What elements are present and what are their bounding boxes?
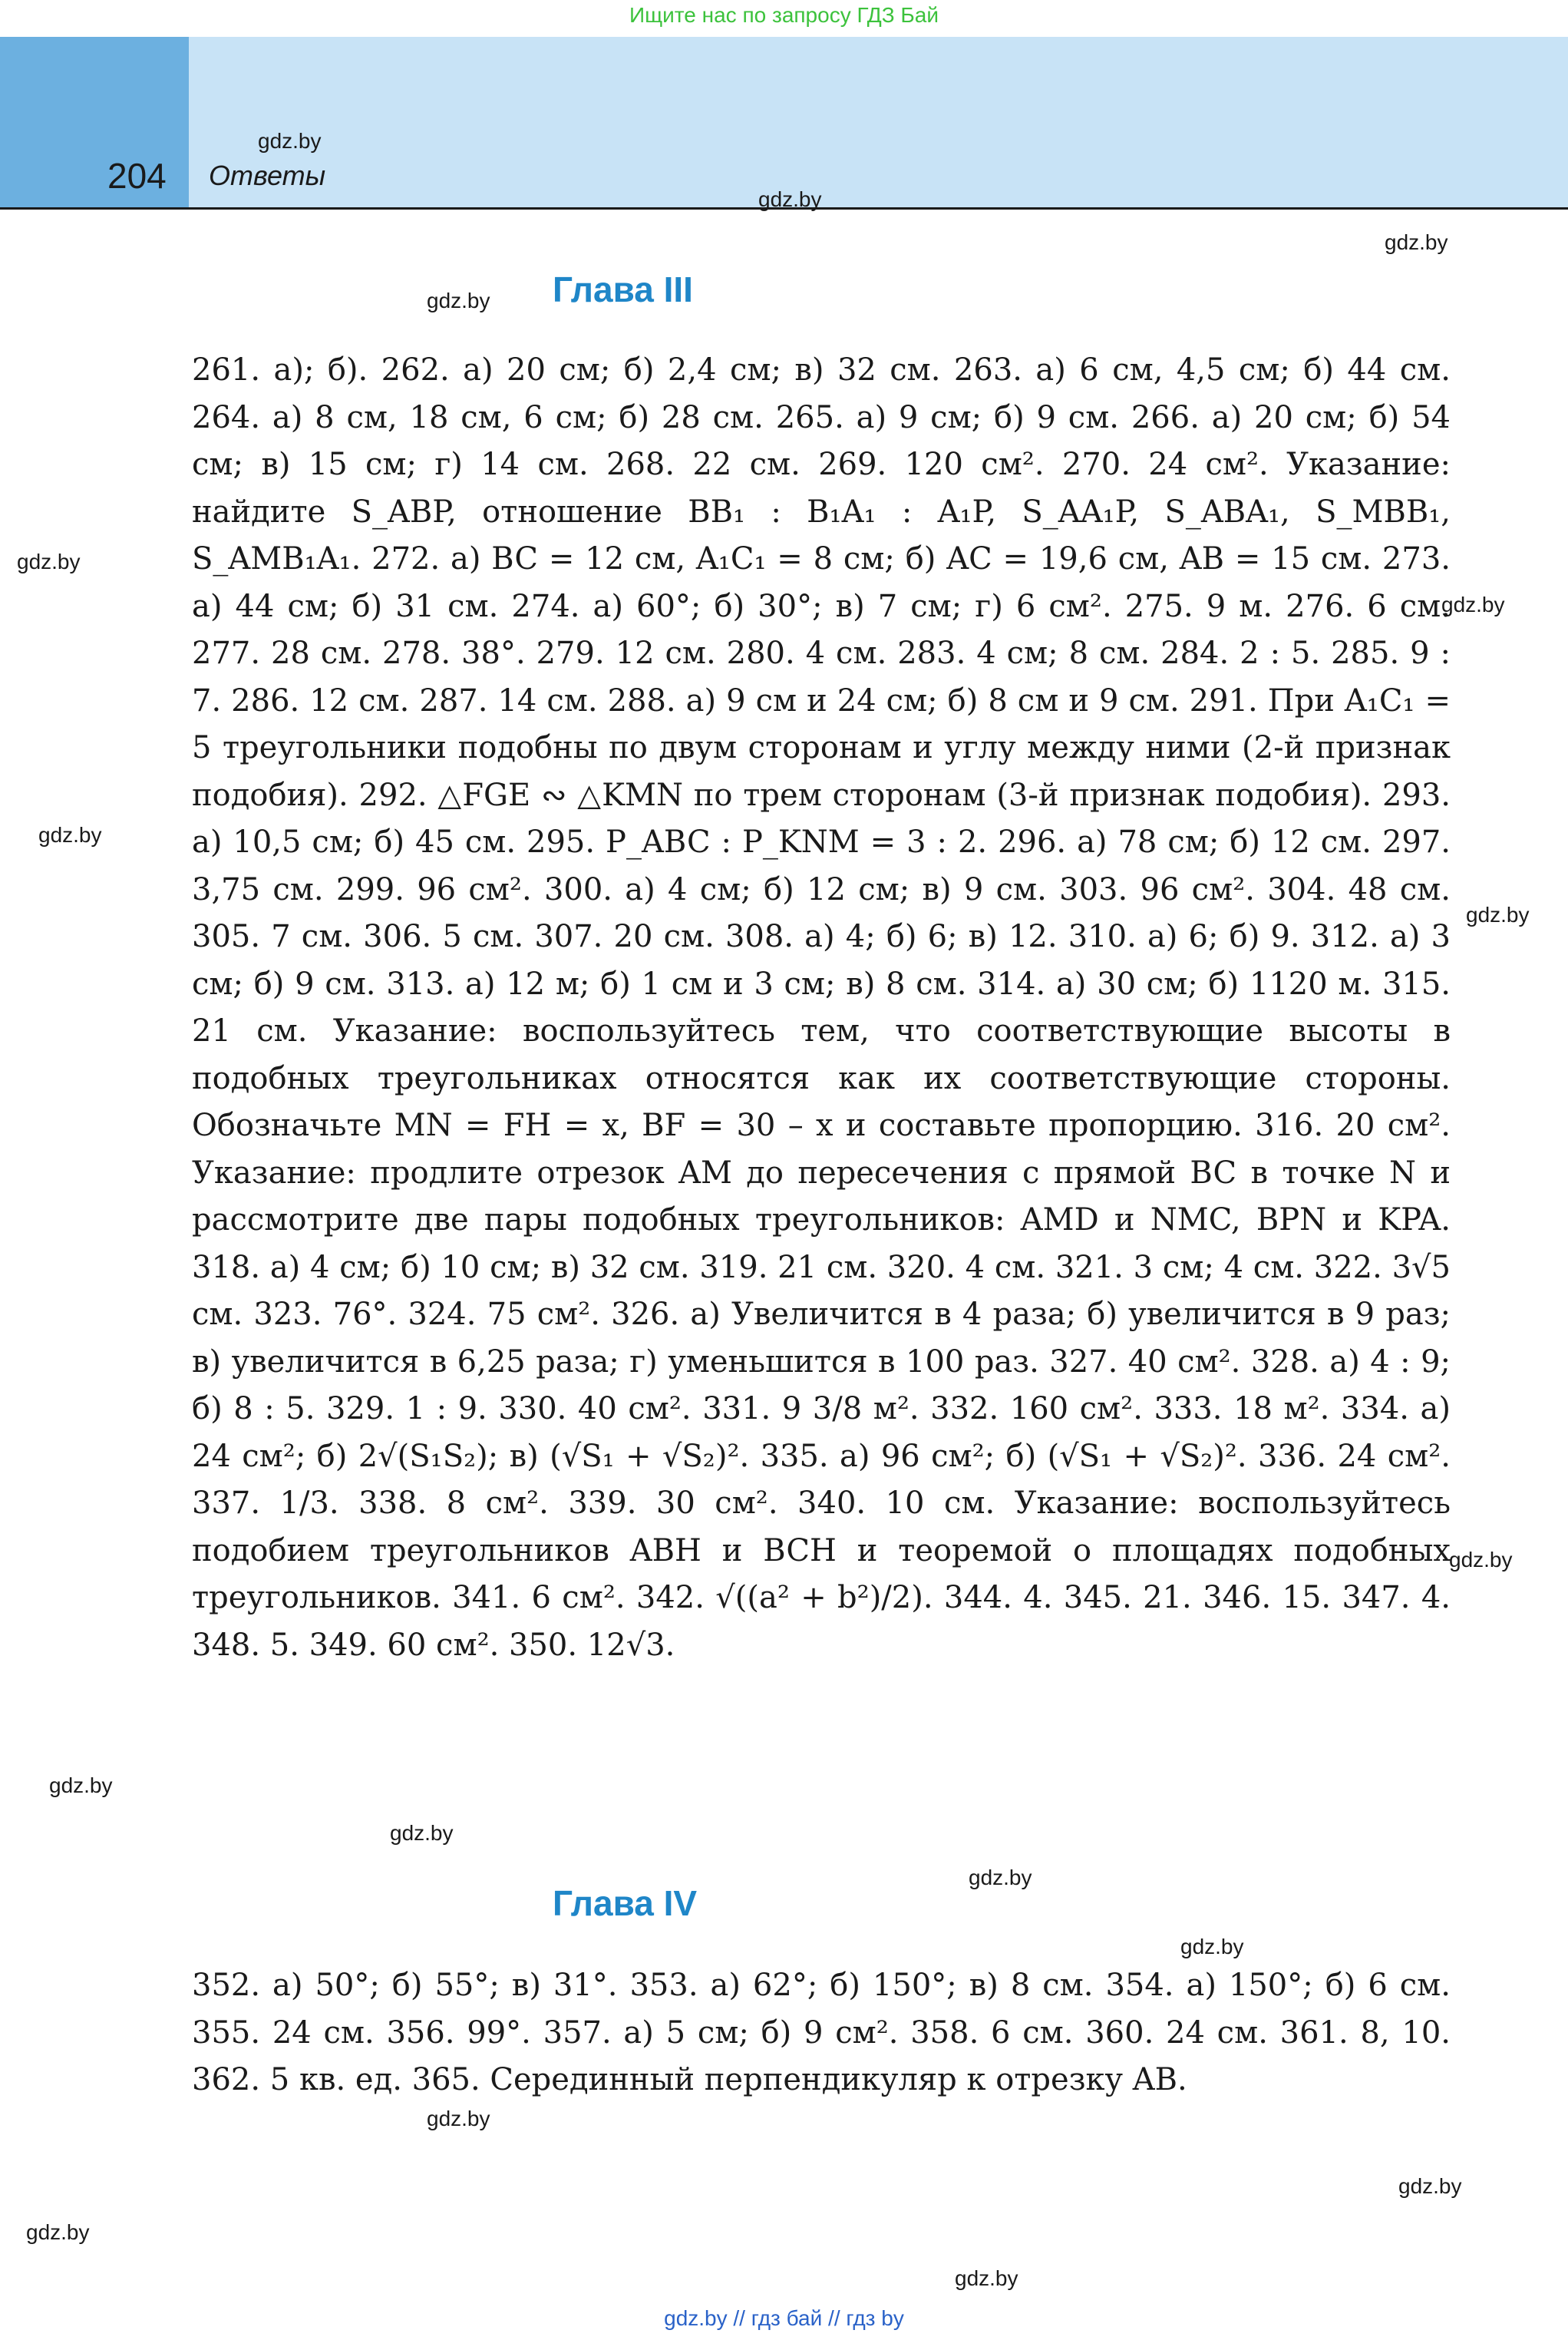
chapter-4-title: Глава IV: [553, 1883, 698, 1923]
watermark: gdz.by: [38, 823, 102, 847]
watermark: gdz.by: [1441, 593, 1505, 616]
watermark: gdz.by: [1398, 2174, 1462, 2198]
watermark: gdz.by: [427, 289, 490, 312]
watermark: gdz.by: [1385, 230, 1448, 254]
top-note: Ищите нас по запросу ГДЗ Бай: [629, 3, 939, 27]
watermark: gdz.by: [427, 2107, 490, 2130]
watermark: gdz.by: [1466, 903, 1530, 927]
chapter-3-title: Глава III: [553, 269, 693, 309]
chapter-4-answers: 352. а) 50°; б) 55°; в) 31°. 353. а) 62°; б) 150°; в) 8 см. 354. а) 150°; б) 6 см. 355. 24 см. 356. 99°. 357. а) 5 см; б) 9 см². 358. 6 см. 360. 24 см. 361. 8, 10. 362. 5 кв. ед. 365. Серединный перпендикуляр к отрезку AB.: [192, 1968, 1451, 2097]
watermark: gdz.by: [49, 1773, 113, 1797]
page-number: 204: [107, 156, 167, 196]
watermark: gdz.by: [955, 2266, 1018, 2290]
watermark: gdz.by: [390, 1821, 454, 1845]
section-title: Ответы: [209, 160, 326, 191]
watermark: gdz.by: [1180, 1935, 1244, 1958]
footer-links: gdz.by // гдз бай // гдз by: [664, 2306, 904, 2330]
watermark: gdz.by: [258, 129, 322, 153]
watermark: gdz.by: [758, 187, 822, 211]
watermark: gdz.by: [17, 550, 81, 573]
chapter-3-answers: 261. а); б). 262. а) 20 см; б) 2,4 см; в) 32 см. 263. а) 6 см, 4,5 см; б) 44 см. 264. а) 8 см, 18 см, 6 см; б) 28 см. 265. а) 9 см; б) 9 см. 266. а) 20 см; б) 54 см; в) 15 см; г) 14 см. 268. 22 см. 269. 120 см². 270. 24 см². Указание: найдите S_ABP, отношение BB₁ : B₁A₁ : A₁P, S_AA₁P, S_ABA₁, S_MBB₁, S_AMB₁A₁. 272. а) BC = 12 см, A₁C₁ = 8 см; б) AC = 19,6 см, AB = 15 см. 273. а) 44 см; б) 31 см. 274. а) 60°; б) 30°; в) 7 см; г) 6 см². 275. 9 м. 276. 6 см. 277. 28 см. 278. 38°. 279. 12 см. 280. 4 см. 283. 4 см; 8 см. 284. 2 : 5. 285. 9 : 7. 286. 12 см. 287. 14 см. 288. а) 9 см и 24 см; б) 8 см и 9 см. 291. При A₁C₁ = 5 треугольники подобны по двум сторонам и углу между ними (2-й признак подобия). 292. △FGE ∾ △KMN по трем сторонам (3-й признак подобия). 293. а) 10,5 см; б) 45 см. 295. P_ABC : P_KNM = 3 : 2. 296. а) 78 см; б) 12 см. 297. 3,75 см. 299. 96 см². 300. а) 4 см; б) 12 см; в) 9 см. 303. 96 см². 304. 48 см. 305. 7 см. 306. 5 см. 307. 20 см. 308. а) 4; б) 6; в) 12. 310. а) 6; б) 9. 312. а) 3 см; б) 9 см. 313. а) 12 м; б) 1 см и 3 см; в) 8 см. 314. а) 30 см; б) 1120 м. 315. 21 см. Указание: воспользуйтесь тем, что соответствующие высоты в подобных треугольниках относятся как их соответствующие стороны. Обозначьте MN = FH = x, BF = 30 – x и составьте пропорцию. 316. 20 см². Указание: продлите отрезок AM до пересечения с прямой BC в точке N и рассмотрите две пары подобных треугольников: AMD и NMC, BPN и KPA. 318. а) 4 см; б) 10 см; в) 32 см. 319. 21 см. 320. 4 см. 321. 3 см; 4 см. 322. 3√5 см. 323. 76°. 324. 75 см². 326. а) Увеличится в 4 раза; б) увеличится в 9 раз; в) увеличится в 6,25 раза; г) уменьшится в 100 раз. 327. 40 см². 328. а) 4 : 9; б) 8 : 5. 329. 1 : 9. 330. 40 см². 331. 9 3/8 м². 332. 160 см². 333. 18 м². 334. а) 24 см²; б) 2√(S₁S₂); в) (√S₁ + √S₂)². 335. а) 96 см²; б) (√S₁ + √S₂)². 336. 24 см². 337. 1/3. 338. 8 см². 339. 30 см². 340. 10 см. Указание: воспользуйтесь подобием треугольников ABH и BCH и теоремой о площадях подобных треугольников. 341. 6 см². 342. √((a² + b²)/2). 344. 4. 345. 21. 346. 15. 347. 4. 348. 5. 349. 60 см². 350. 12√3.: [192, 352, 1451, 1663]
watermark: gdz.by: [26, 2220, 90, 2244]
watermark: gdz.by: [969, 1866, 1032, 1889]
watermark: gdz.by: [1449, 1548, 1513, 1572]
